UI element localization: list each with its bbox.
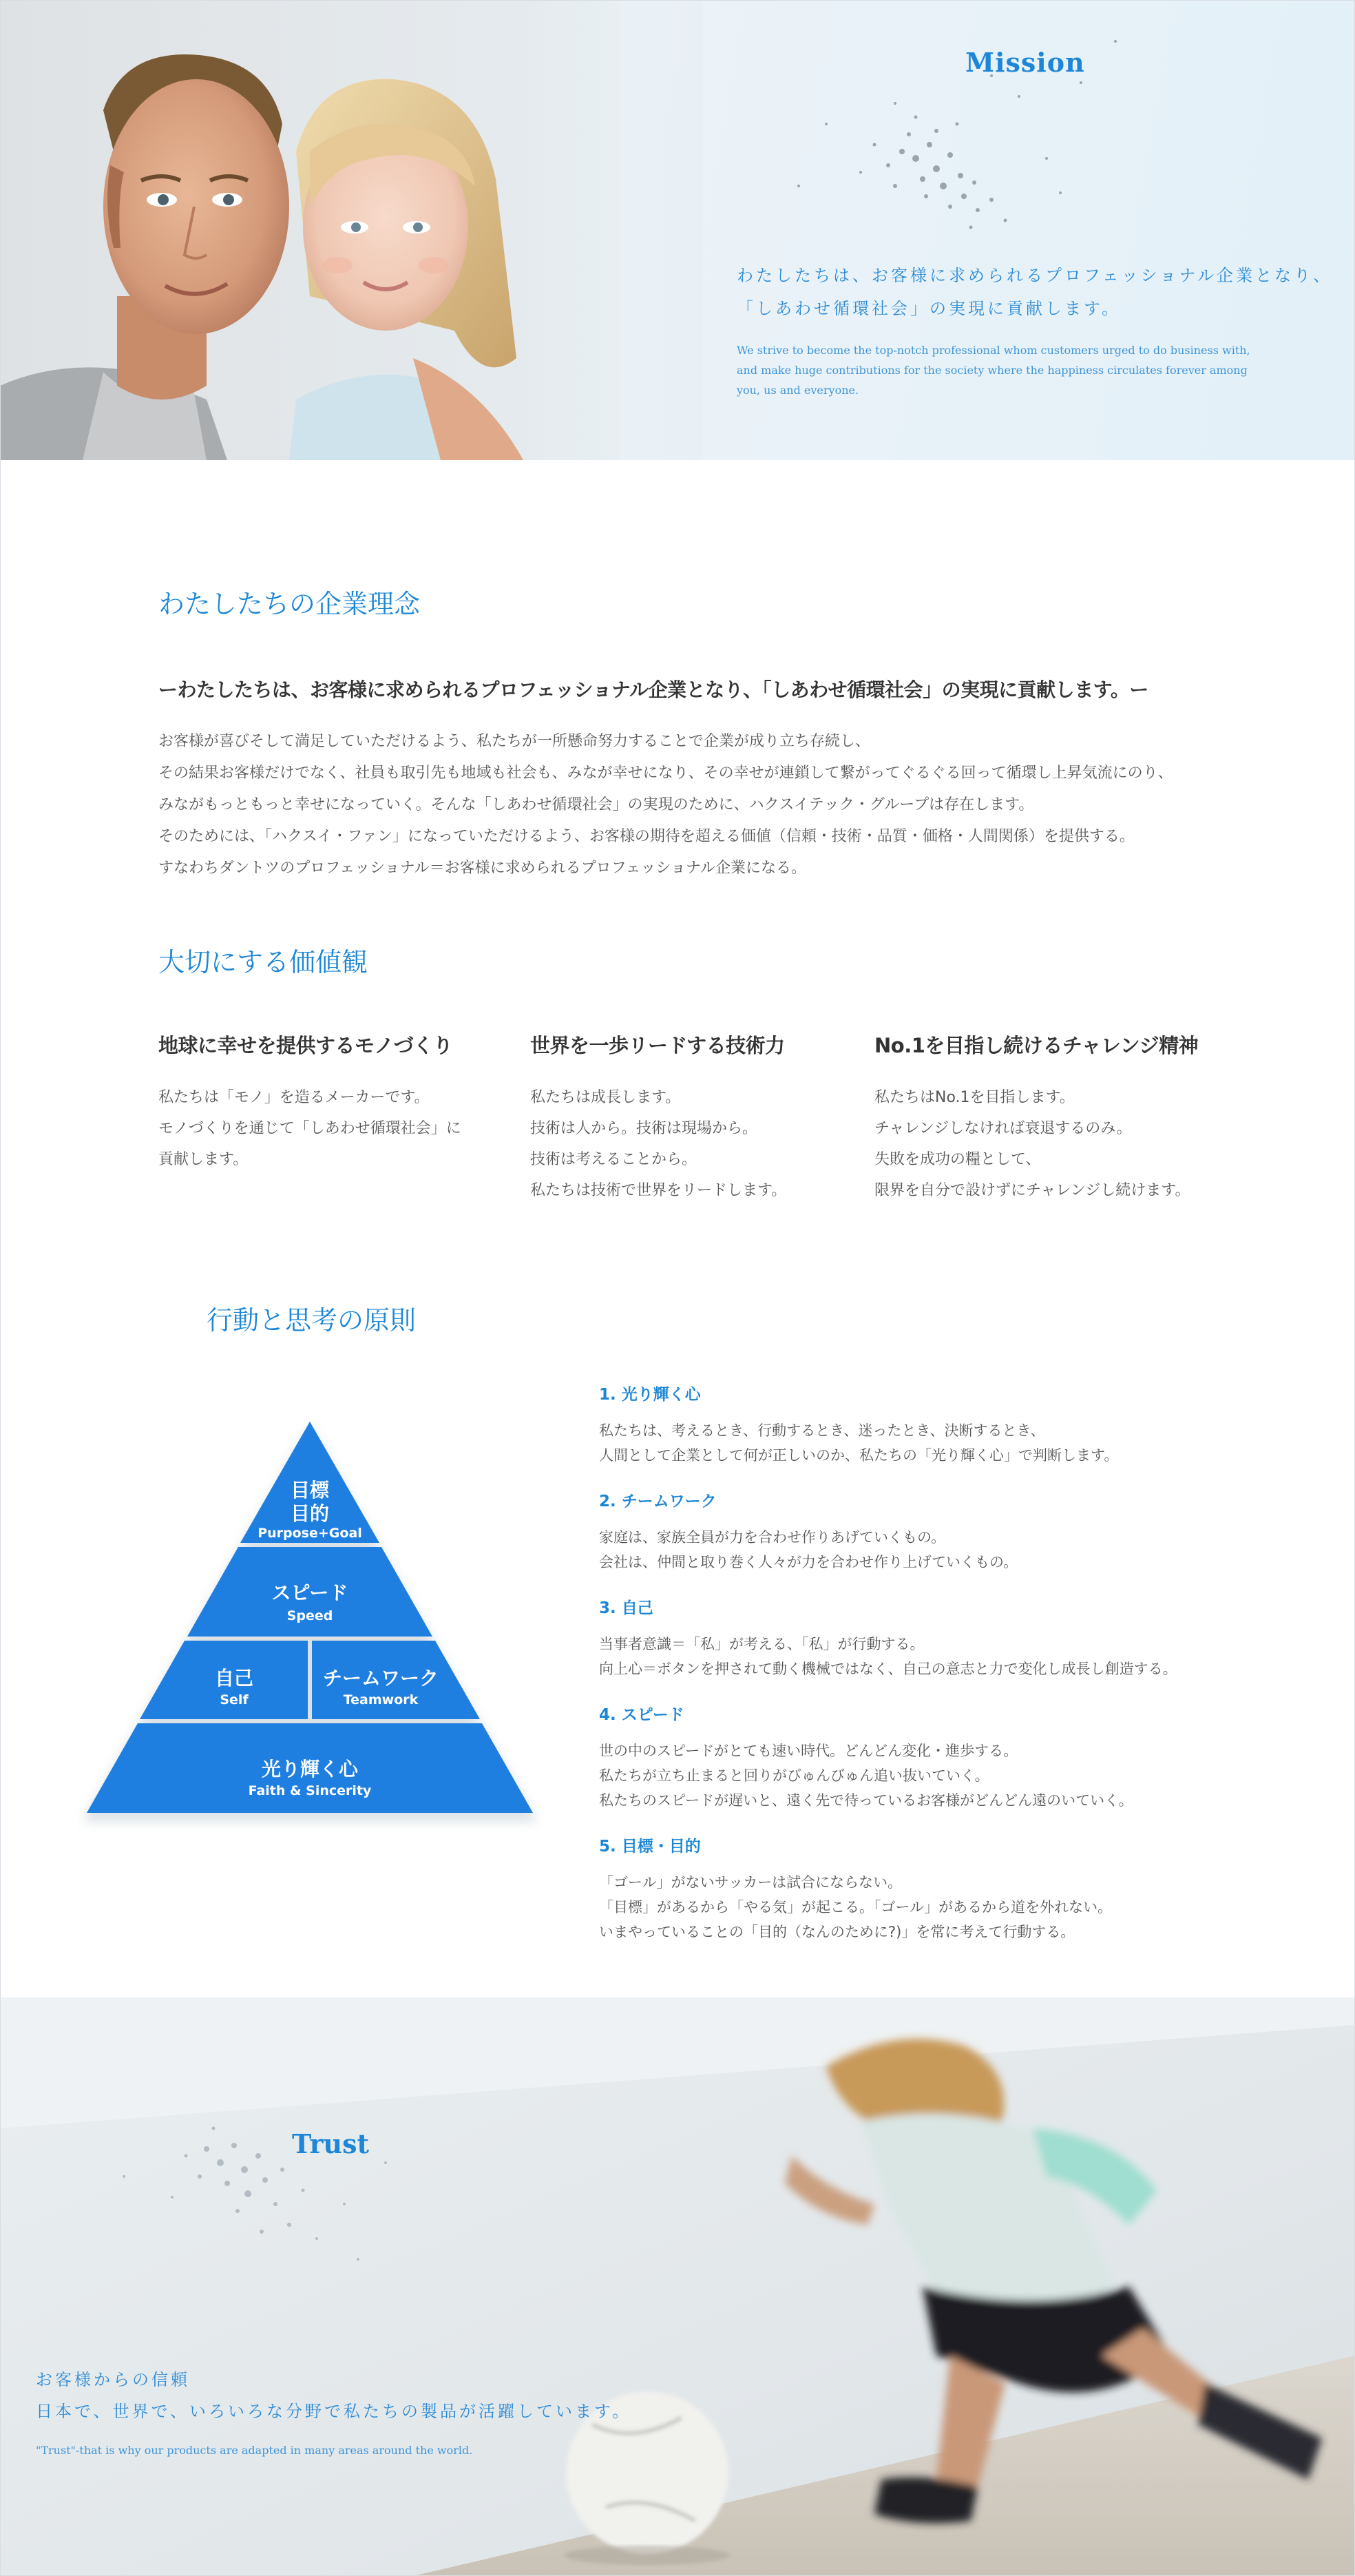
principle-lines (599, 1738, 1301, 1813)
value-line: モノづくりを通じて「しあわせ循環社会」に (158, 1120, 461, 1137)
dot-pattern-decoration (730, 14, 1170, 241)
principle-lines (599, 1418, 1301, 1468)
value-line: 技術は人から。技術は現場から。 (530, 1120, 758, 1137)
principle-item (599, 1702, 1301, 1813)
value-lines (874, 1082, 1301, 1206)
pyramid-goal-label: 目標 (290, 1479, 330, 1502)
boy-soccer-photo (0, 1997, 1355, 2576)
principle-item (599, 1382, 1301, 1468)
philosophy-line: すなわちダントツのプロフェッショナル＝お客様に求められるプロフェッショナル企業になる。 (158, 860, 806, 877)
value-line: 限界を自分で設けずにチャレンジし続けます。 (874, 1182, 1190, 1199)
trust-statement-jp (36, 2364, 631, 2427)
principle-lines (599, 1632, 1301, 1681)
pyramid-self-en: Self (220, 1692, 249, 1707)
value-title: 世界を一歩リードする技術力 (530, 1034, 785, 1057)
principle-title: 5. 目標・目的 (599, 1838, 701, 1856)
trust-jp-line: 日本で、世界で、いろいろな分野で私たちの製品が活躍しています。 (36, 2402, 632, 2421)
principle-item (599, 1488, 1301, 1575)
mission-jp-line: わたしたちは、お客様に求められるプロフェッショナル企業となり、 (737, 266, 1333, 285)
mission-en-line: We strive to become the top-notch professional whom customers urged to do business with, (737, 344, 1250, 357)
mission-statement-jp (737, 259, 1332, 325)
principles-pyramid (76, 1412, 544, 1832)
principle-title: 2. チームワーク (599, 1493, 717, 1510)
mission-statement-en (737, 340, 1301, 400)
pyramid-team-label: チームワーク (322, 1667, 439, 1690)
value-column (158, 1030, 503, 1175)
philosophy-body (158, 726, 1173, 884)
principles-heading: 行動と思考の原則 (207, 1305, 417, 1336)
principle-item (599, 1834, 1301, 1944)
principle-line: 「目標」があるから「やる気」が起こる。「ゴール」があるから道を外れない。 (599, 1899, 1113, 1915)
value-title: No.1を目指し続けるチャレンジ精神 (874, 1034, 1199, 1057)
pyramid-goal-label-2: 目的 (290, 1502, 330, 1525)
principle-line: 「ゴール」がないサッカーは試合にならない。 (599, 1874, 903, 1891)
pyramid-goal-en: Purpose+Goal (258, 1526, 362, 1541)
value-line: 私たちは「モノ」を造るメーカーです。 (158, 1089, 430, 1106)
principle-line: 会社は、仲間と取り巻く人々が力を合わせ作り上げていくもの。 (599, 1554, 1018, 1570)
philosophy-line: みながもっともっと幸せになっていく。そんな「しあわせ循環社会」の実現のために、ハクスイテック・グループは存在します。 (158, 796, 1034, 813)
pyramid-self-label: 自己 (214, 1667, 254, 1690)
principle-line: 私たちが立ち止まると回りがびゅんびゅん追い抜いていく。 (599, 1767, 989, 1784)
trust-jp-line: お客様からの信頼 (36, 2370, 190, 2389)
principle-line: 向上心＝ボタンを押されて動く機械ではなく、自己の意志と力で変化し成長し創造する。 (599, 1661, 1177, 1677)
philosophy-line: お客様が喜びそして満足していただけるよう、私たちが一所懸命努力することで企業が成り立ち存続し、 (158, 733, 871, 750)
pyramid-speed-en: Speed (286, 1608, 333, 1623)
value-line: 私たちはNo.1を目指します。 (874, 1089, 1075, 1106)
principle-lines (599, 1870, 1301, 1944)
value-title: 地球に幸せを提供するモノづくり (158, 1034, 453, 1057)
pyramid-faith-en: Faith & Sincerity (248, 1783, 372, 1798)
value-line: 私たちは成長します。 (530, 1089, 681, 1106)
principle-title: 3. 自己 (599, 1599, 653, 1617)
photo-fade (523, 0, 702, 460)
mission-hero (0, 0, 1355, 460)
principle-line: 家庭は、家族全員が力を合わせ作りあげていくもの。 (599, 1529, 946, 1546)
mission-en-line: you, us and everyone. (737, 384, 859, 397)
pyramid-team-en: Teamwork (343, 1692, 419, 1707)
pyramid-speed-label: スピード (271, 1581, 348, 1604)
value-lines (530, 1082, 874, 1206)
principles-list (599, 1382, 1301, 1965)
trust-statement-en: "Trust"-that is why our products are adapted in many areas around the world. (36, 2444, 473, 2457)
principle-title: 4. スピード (599, 1706, 684, 1724)
principle-line: 私たちのスピードが遅いと、遠く先で待っているお客様がどんどん遠のいていく。 (599, 1792, 1133, 1809)
value-line: 技術は考えることから。 (530, 1151, 697, 1168)
value-line: 私たちは技術で世界をリードします。 (530, 1182, 787, 1199)
value-lines (158, 1082, 503, 1175)
mission-en-line: and make huge contributions for the society where the happiness circulates forever among (737, 364, 1248, 377)
principle-line: 当事者意識＝「私」が考える、「私」が行動する。 (599, 1636, 925, 1652)
principle-item (599, 1595, 1301, 1681)
value-line: 貢献します。 (158, 1151, 249, 1168)
trust-title: Trust (292, 2128, 370, 2159)
principle-line: いまやっていることの「目的（なんのために?)」を常に考えて行動する。 (599, 1924, 1075, 1940)
principle-title: 1. 光り輝く心 (599, 1386, 701, 1404)
mission-jp-line: 「しあわせ循環社会」の実現に貢献します。 (737, 299, 1122, 318)
value-line: チャレンジしなければ衰退するのみ。 (874, 1120, 1132, 1137)
principle-line: 人間として企業として何が正しいのか、私たちの「光り輝く心」で判断します。 (599, 1447, 1119, 1464)
value-column (530, 1030, 874, 1206)
value-column (874, 1030, 1301, 1206)
pyramid-faith-label: 光り輝く心 (261, 1758, 359, 1780)
values-heading: 大切にする価値観 (158, 947, 368, 977)
philosophy-heading: わたしたちの企業理念 (158, 589, 421, 619)
principle-line: 私たちは、考えるとき、行動するとき、迷ったとき、決断するとき、 (599, 1422, 1045, 1439)
principle-line: 世の中のスピードがとても速い時代。どんどん変化・進歩する。 (599, 1743, 1018, 1759)
value-line: 失敗を成功の糧として、 (874, 1151, 1041, 1168)
principle-lines (599, 1525, 1301, 1575)
philosophy-line: そのためには、「ハクスイ・ファン」になっていただけるよう、お客様の期待を超える価値（信頼・技術・品質・価格・人間関係）を提供する。 (158, 828, 1135, 845)
trust-hero (0, 1997, 1355, 2576)
mission-title: Mission (965, 47, 1085, 78)
philosophy-lead: ーわたしたちは、お客様に求められるプロフェッショナル企業となり、「しあわせ循環社会」の実現に貢献します。ー (158, 678, 1148, 701)
philosophy-line: その結果お客様だけでなく、社員も取引先も地域も社会も、みなが幸せになり、その幸せが連鎖して繋がってぐるぐる回って循環し上昇気流にのり、 (158, 765, 1173, 782)
